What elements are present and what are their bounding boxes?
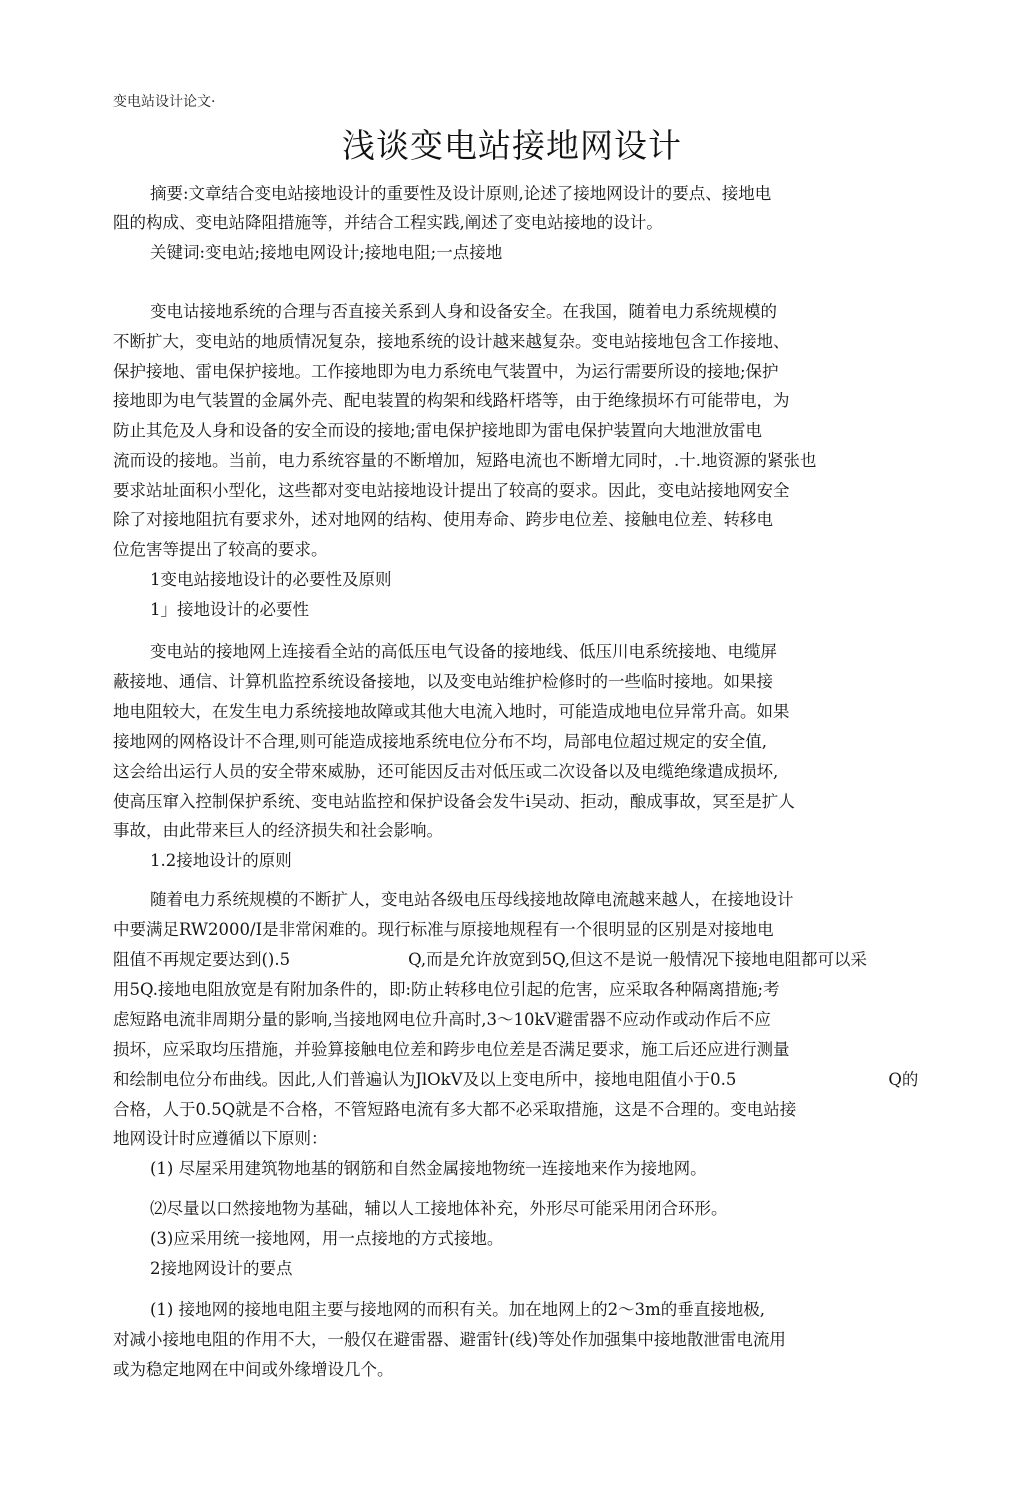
- intro-line: 流而设的接地。当前，电力系统容量的不断増加，短路电流也不断增尢同时，.十.地资源的紧张也: [113, 451, 817, 470]
- intro-line: 除了对接地阻抗有要求外，述对地网的结构、使用寿命、跨步电位差、接触电位差、转移电: [113, 510, 773, 529]
- paragraph-line: [113, 1068, 918, 1092]
- text-span: Q,而是允许放宽到5Q,但这不是说一般情况下接地电阻都可以采: [408, 950, 868, 969]
- section-heading-2: 2接地网设计的要点: [150, 1259, 293, 1278]
- intro-line: 变电诂接地系统的合理与否直接关系到人身和设备安全。在我国，随着电力系统规模的: [150, 302, 777, 321]
- paragraph-line: [113, 948, 867, 972]
- paragraph-line: 事故，由此带来巨人的经济损失和社会影响。: [113, 821, 443, 840]
- paragraph-line: (1) 接地网的接地电阻主要与接地网的而积有关。加在地网上的2～3m的垂直接地极,: [150, 1300, 766, 1319]
- abstract-line: 阻的构成、变电站降阻措施等，并结合工程实践,阐述了变电站接地的设计。: [113, 213, 663, 232]
- paragraph-line: 这会给出运行人员的安全带來威胁，还可能因反击对低压或二次设备以及电缆绝缘遣成损坏,: [113, 762, 779, 781]
- running-header: 变电站设计论文·: [113, 94, 216, 110]
- paragraph-line: 对减小接地电阻的作用不大，一般仅在避雷器、避雷针(线)等处作加强集中接地散泄雷电流用: [113, 1330, 786, 1349]
- intro-line: 接地即为电气装置的金属外壳、配电装置的构架和线路杆塔等，由于绝缘损坏冇可能带电，为: [113, 391, 790, 410]
- section-heading-1-1: 1」接地设计的必要性: [150, 600, 309, 619]
- keywords: 关键词:变电站;接地电网设计;接地电阻;一点接地: [150, 243, 503, 262]
- intro-line: 位危害等提出了较高的要求。: [113, 540, 328, 559]
- text-span: 阻值不再规定要达到().5: [113, 950, 291, 969]
- principle-item: (3)应采用统一接地网，用一点接地的方式接地。: [150, 1229, 504, 1248]
- section-heading-1-2: 1.2接地设计的原则: [150, 851, 292, 870]
- paragraph-line: 使高压窜入控制保护系统、变电站监控和保护设备会发牛i吴动、拒动，酿成事故，冥至是扩人: [113, 792, 795, 811]
- paragraph-line: 地电阻较大，在发生电力系统接地故障或其他大电流入地时，可能造成地电位异常升高。如果: [113, 702, 790, 721]
- paragraph-line: 虑短路电流非周期分量的影响,当接地网电位升高时,3～10kV避雷器不应动作或动作后不应: [113, 1010, 771, 1029]
- paragraph-line: 或为稳定地网在中间或外缘增设几个。: [113, 1360, 394, 1379]
- paragraph-line: 合格，人于0.5Q就是不合格，不管短路电流有多大都不必采取措施，这是不合理的。变电站接: [113, 1100, 797, 1119]
- paragraph-line: 随着电力系统规模的不断扩人，变电站各级电压母线接地故障电流越来越人，在接地设计: [150, 890, 794, 909]
- paragraph-line: 中要满足RW2000/I是非常闲难的。现行标准与原接地规程有一个很明显的区别是对接地电: [113, 920, 774, 939]
- paragraph-line: 蔽接地、通信、计算机监控系统设备接地，以及变电站维护检修时的一些临时接地。如果接: [113, 672, 773, 691]
- intro-line: 防止其危及人身和设备的安全而设的接地;雷电保护接地即为雷电保护装置向大地泄放雷电: [113, 421, 763, 440]
- intro-line: 不断扩大，变电站的地质情况复杂，接地系统的设计越来越复杂。变电站接地包含工作接地、: [113, 332, 790, 351]
- abstract-line: 摘要:文章结合变电站接地设计的重要性及设计原则,论述了接地网设计的要点、接地电: [150, 184, 772, 203]
- principle-item: ⑵尽量以口然接地物为基础，辅以人工接地体补充，外形尽可能采用闭合环形。: [150, 1199, 728, 1218]
- paragraph-line: 地网设计时应遵循以下原则：: [113, 1129, 328, 1148]
- paragraph-line: 用5Q.接地电阻放宽是有附加条件的，即:防止转移电位引起的危害，应采取各种隔离措施;考: [113, 980, 780, 999]
- section-heading-1: 1变电站接地设计的必要性及原则: [150, 570, 392, 589]
- page-title: 浅谈变电站接地网设计: [342, 126, 682, 165]
- paragraph-line: 损坏，应采取均压措施，并验算接触电位差和跨步电位差是否满足要求，施工后还应进行测量: [113, 1040, 790, 1059]
- text-span: Q的: [888, 1070, 919, 1089]
- principle-item: (1) 尽屋采用建筑物地基的钢筋和自然金属接地物统一连接地来作为接地网。: [150, 1159, 707, 1178]
- intro-line: 要求站址面积小型化，这些都对变电站接地设计提出了较高的耍求。因此，变电站接地网安全: [113, 481, 790, 500]
- paragraph-line: 接地网的网格设计不合理,则可能造成接地系统电位分布不均，局部电位超过规定的安全值,: [113, 732, 767, 751]
- paragraph-line: 变电站的接地网上连接看全站的高低压电气设备的接地线、低压川电系统接地、电缆屏: [150, 642, 777, 661]
- text-span: 和绘制电位分布曲线。因此,人们普遍认为JlOkV及以上变电所中，接地电阻值小于0.5: [113, 1070, 737, 1089]
- intro-line: 保护接地、雷电保护接地。工作接地即为电力系统电气装置中，为运行需要所设的接地;保护: [113, 362, 779, 381]
